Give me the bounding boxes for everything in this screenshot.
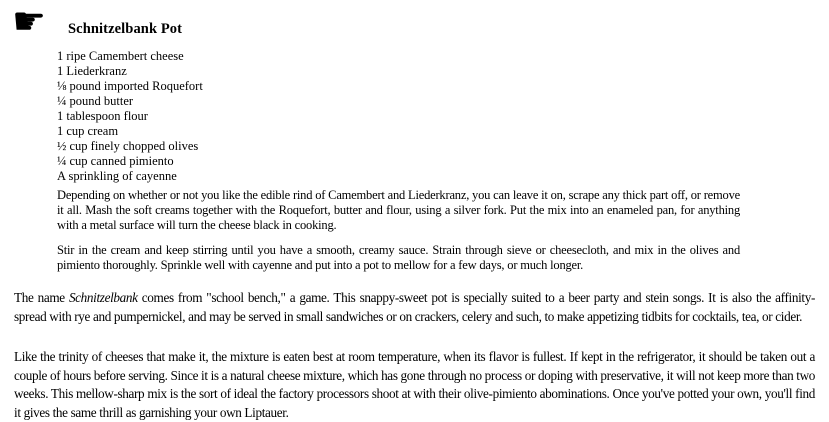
method-paragraph-1: Depending on whether or not you like the edible rind of Camembert and Liederkranz, you can leave it on, scrape any thick part off, or remove it all. Mash the soft creams together with the Roquefort, butter and flour, using a silver fork. Put the mix into an enameled pan, for anything with a metal surface will turn the cheese black in cooking.: [57, 188, 740, 232]
ingredient-list: [57, 49, 203, 184]
recipe-title: Schnitzelbank Pot: [68, 21, 183, 37]
method-paragraph-2: Stir in the cream and keep stirring until you have a smooth, creamy sauce. Strain through sieve or cheesecloth, and mix in the olives and pimiento thoroughly. Sprinkle well with cayenne and put into a pot to mellow for a few days, or much longer.: [57, 243, 740, 272]
commentary-paragraph-2: Like the trinity of cheeses that make it, the mixture is eaten best at room temperature, when its flavor is fullest. If kept in the refrigerator, it should be taken out a couple of hours before serving. Since it is a natural cheese mixture, which has gone through no process or doping with preservative, it will not keep more than two weeks. This mellow-sharp mix is the sort of ideal the factory processors shoot at with their olive-pimiento abominations. Once you've potted your own, you'll find it gives the same thrill as garnishing your own Liptauer.: [14, 349, 816, 420]
ingredient-item: A sprinkling of cayenne: [57, 169, 177, 183]
commentary-lead-text: The name: [14, 290, 69, 305]
commentary-paragraph-1: [14, 289, 815, 326]
italic-term: Schnitzelbank: [68, 290, 138, 305]
ingredient-item: 1 Liederkranz: [57, 64, 127, 78]
ingredient-item: ⅛ pound imported Roquefort: [57, 79, 203, 93]
ingredient-item: ¼ pound butter: [57, 94, 134, 108]
ingredient-item: ½ cup finely chopped olives: [57, 139, 199, 153]
ingredient-item: 1 tablespoon flour: [57, 109, 148, 123]
pointing-hand-icon: ☛: [12, 0, 47, 43]
commentary-rest-text: comes from "school bench," a game. This snappy-sweet pot is specially suited to a beer party and stein songs. It is also the affinity-spread with rye and pumpernickel, and may be served in small sandwiches or on crackers, celery and such, to make appetizing tidbits for cocktails, tea, or cider.: [14, 290, 815, 324]
ingredient-item: ¼ cup canned pimiento: [57, 154, 174, 168]
ingredient-item: 1 cup cream: [57, 124, 119, 138]
ingredient-item: 1 ripe Camembert cheese: [57, 49, 184, 63]
